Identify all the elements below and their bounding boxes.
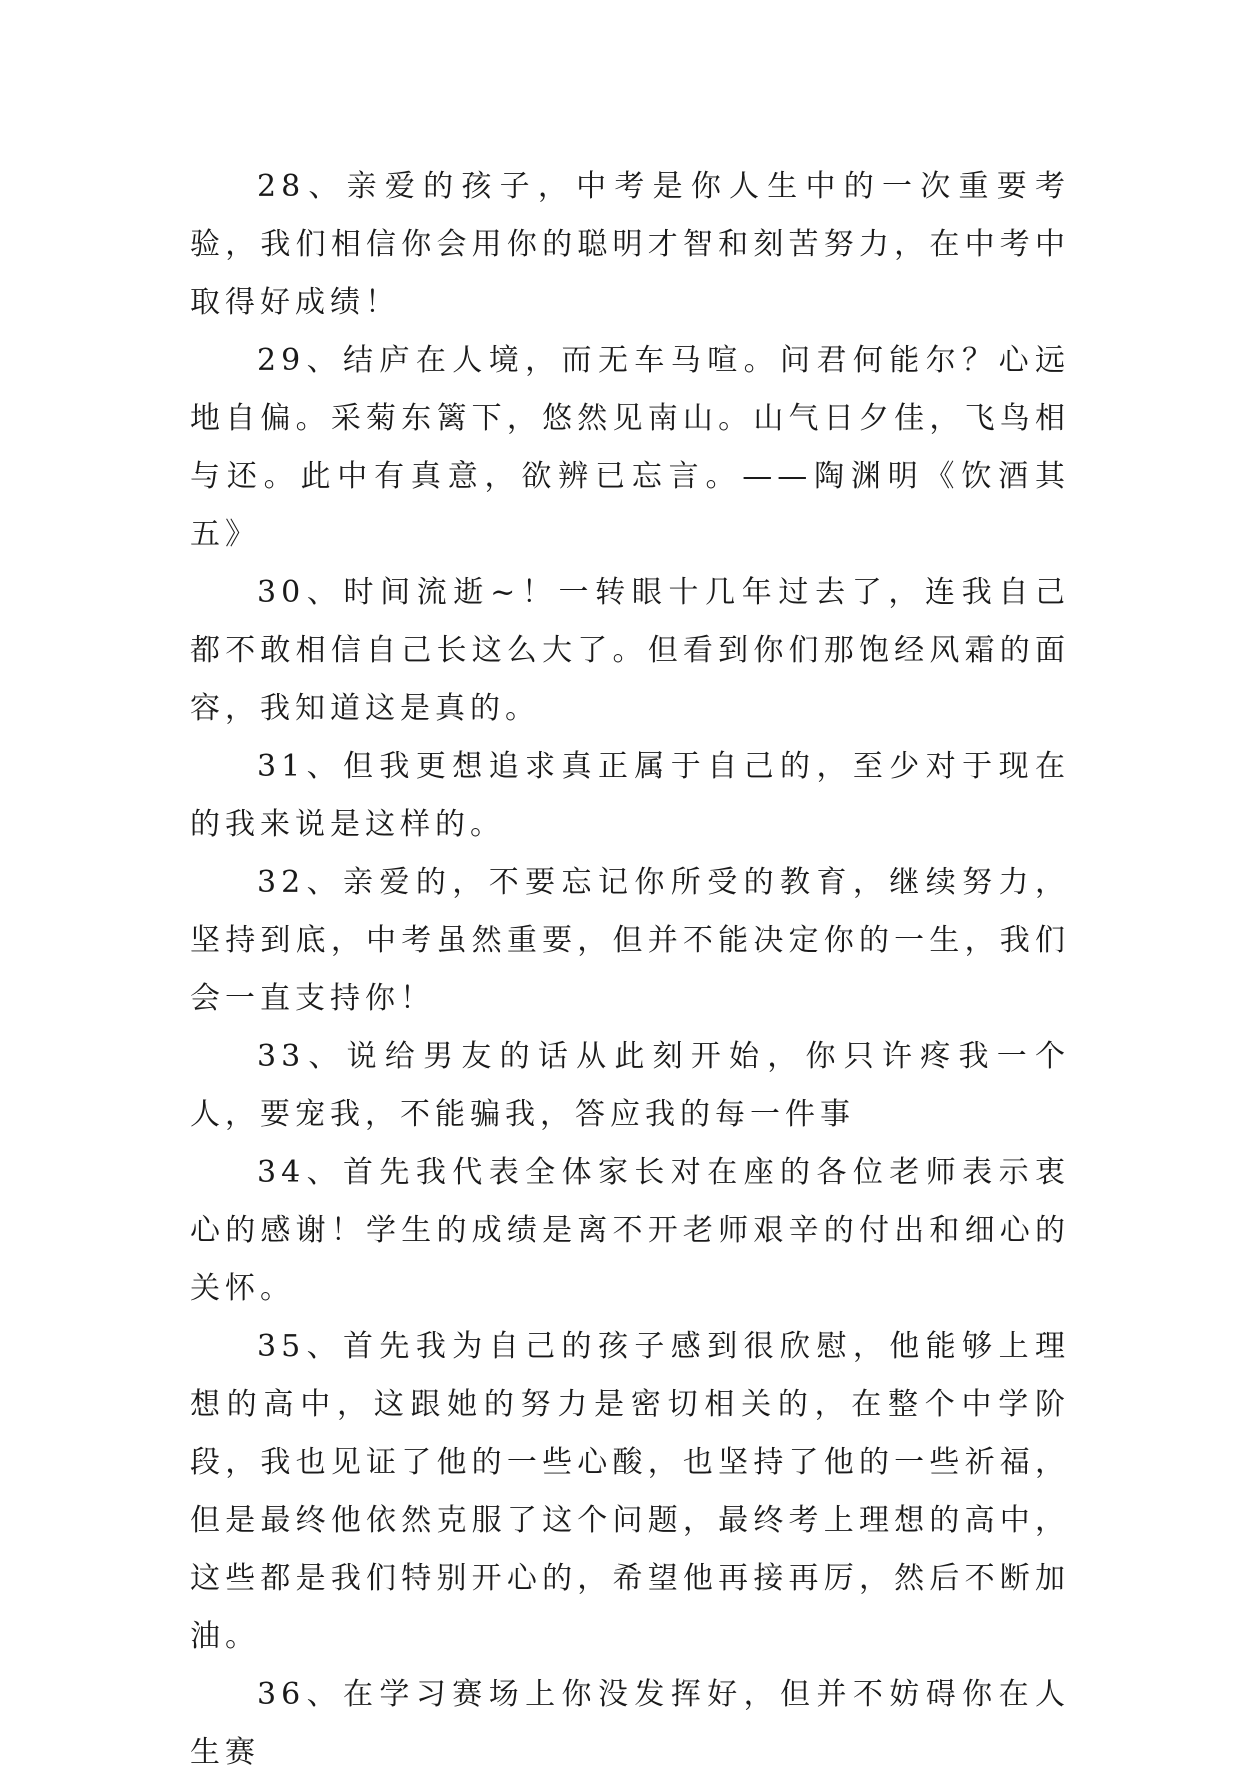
document-body: [190, 158, 1070, 1782]
paragraph-30: 30、时间流逝~！一转眼十几年过去了，连我自己都不敢相信自己长这么大了。但看到你们那饱经风霜的面容，我知道这是真的。: [190, 575, 1070, 726]
paragraph-32: 32、亲爱的，不要忘记你所受的教育，继续努力，坚持到底，中考虽然重要，但并不能决定你的一生，我们会一直支持你！: [190, 865, 1070, 1016]
paragraph-31: 31、但我更想追求真正属于自己的，至少对于现在的我来说是这样的。: [190, 749, 1070, 842]
paragraph-29: 29、结庐在人境，而无车马喧。问君何能尔？心远地自偏。采菊东篱下，悠然见南山。山气日夕佳，飞鸟相与还。此中有真意，欲辨已忘言。——陶渊明《饮酒其五》: [190, 343, 1070, 552]
paragraph-34: 34、首先我代表全体家长对在座的各位老师表示衷心的感谢！学生的成绩是离不开老师艰辛的付出和细心的关怀。: [190, 1155, 1070, 1306]
paragraph-33: 33、说给男友的话从此刻开始，你只许疼我一个人，要宠我，不能骗我，答应我的每一件事: [190, 1039, 1070, 1132]
paragraph-28: 28、亲爱的孩子，中考是你人生中的一次重要考验，我们相信你会用你的聪明才智和刻苦努力，在中考中取得好成绩！: [190, 169, 1070, 320]
paragraph-36: 36、在学习赛场上你没发挥好，但并不妨碍你在人生赛: [190, 1677, 1070, 1770]
paragraph-35: 35、首先我为自己的孩子感到很欣慰，他能够上理想的高中，这跟她的努力是密切相关的，在整个中学阶段，我也见证了他的一些心酸，也坚持了他的一些祈福，但是最终他依然克服了这个问题，最终考上理想的高中，这些都是我们特别开心的，希望他再接再厉，然后不断加油。: [190, 1329, 1070, 1654]
